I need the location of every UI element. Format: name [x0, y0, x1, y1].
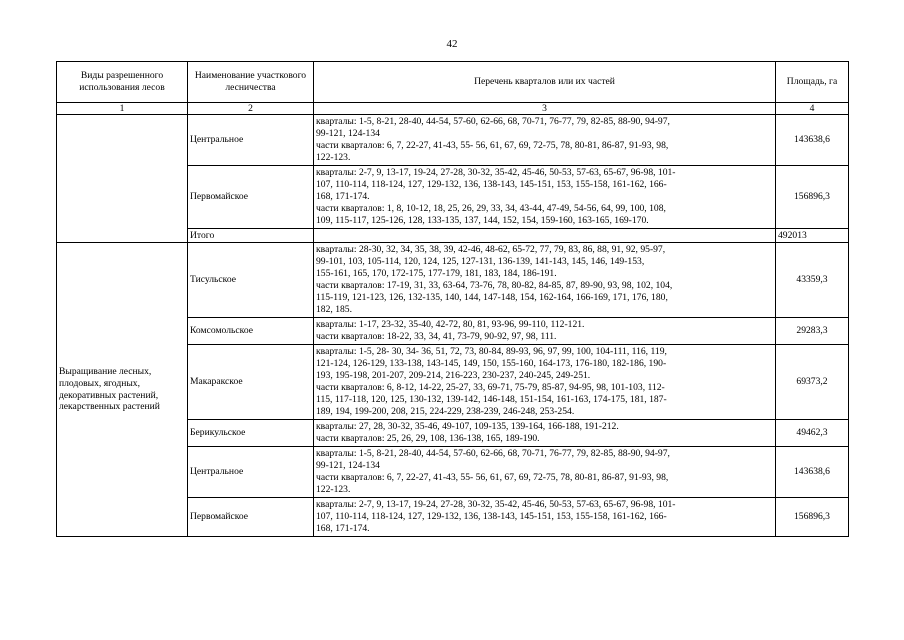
quarters-line: 107, 110-114, 118-124, 127, 129-132, 136, 138-143, 145-151, 153, 155-158, 161-162, 166- [316, 179, 667, 191]
quarters-list [314, 498, 776, 537]
quarters-line: части кварталов: 17-19, 31, 33, 63-64, 73-76, 78, 80-82, 84-85, 87, 89-90, 93, 98, 102, 104, [316, 280, 673, 291]
quarters-list [314, 166, 776, 229]
forestry-name: Комсомольское [188, 318, 314, 345]
area-value: 156896,3 [776, 498, 849, 537]
quarters-line: части кварталов: 1, 8, 10-12, 18, 25, 26, 29, 33, 34, 43-44, 47-49, 54-56, 64, 99, 100, 108, [316, 202, 666, 214]
quarters-line: 182, 185. [316, 303, 352, 315]
quarters-line: 155-161, 165, 170, 172-175, 177-179, 181, 183, 184, 186-191. [316, 268, 557, 280]
area-value: 143638,6 [776, 447, 849, 498]
area-value: 29283,3 [776, 318, 849, 345]
quarters-list [314, 318, 776, 345]
area-value: 156896,3 [776, 166, 849, 229]
forestry-name: Центральное [188, 115, 314, 166]
quarters-line: 168, 171-174. [316, 522, 370, 534]
quarters-line: 109, 115-117, 125-126, 128, 133-135, 137, 144, 152, 154, 159-160, 163-165, 169-170. [316, 214, 649, 226]
area-value: 49462,3 [776, 420, 849, 447]
quarters-line: части кварталов: 6, 8-12, 14-22, 25-27, 33, 69-71, 75-79, 85-87, 94-95, 98, 101-103, 112- [316, 382, 665, 393]
forestry-name: Берикульское [188, 420, 314, 447]
quarters-line: 189, 194, 199-200, 208, 215, 224-229, 238-239, 246-248, 253-254. [316, 405, 575, 417]
forestry-name: Первомайское [188, 498, 314, 537]
quarters-line: 122-123. [316, 483, 351, 495]
total-empty-cell [314, 229, 776, 243]
quarters-list [314, 115, 776, 166]
quarters-line: 115-119, 121-123, 126, 132-135, 140, 144, 147-148, 154, 162-164, 166-169, 171, 176, 180, [316, 291, 668, 303]
quarters-list [314, 243, 776, 318]
quarters-line: части кварталов: 25, 26, 29, 108, 136-138, 165, 189-190. [316, 433, 540, 444]
table-row [57, 243, 849, 318]
area-value: 143638,6 [776, 115, 849, 166]
page-number: 42 [446, 38, 458, 50]
column-number-row [57, 103, 849, 115]
quarters-line: кварталы: 1-5, 8-21, 28-40, 44-54, 57-60, 62-66, 68, 70-71, 76-77, 79, 82-85, 88-90, 94-97, [316, 116, 670, 128]
forest-quarters-table [56, 61, 849, 537]
column-number: 2 [188, 103, 314, 115]
quarters-line: части кварталов: 6, 7, 22-27, 41-43, 55- 56, 61, 67, 69, 72-75, 78, 80-81, 86-87, 91-93, 98, [316, 472, 669, 483]
quarters-line: кварталы: 1-5, 28- 30, 34- 36, 51, 72, 73, 80-84, 89-93, 96, 97, 99, 100, 104-111, 116, 119, [316, 346, 667, 358]
total-label: Итого [188, 229, 314, 243]
quarters-line: кварталы: 27, 28, 30-32, 35-46, 49-107, 109-135, 139-164, 166-188, 191-212. [316, 421, 619, 433]
forestry-name: Макаракское [188, 345, 314, 420]
header-use-type: Виды разрешенного использования лесов [57, 62, 188, 103]
forestry-name: Первомайское [188, 166, 314, 229]
column-number: 1 [57, 103, 188, 115]
forestry-name: Центральное [188, 447, 314, 498]
quarters-line: 122-123. [316, 151, 351, 163]
quarters-line: 99-101, 103, 105-114, 120, 124, 125, 127-131, 136-139, 141-143, 145, 146, 149-153, [316, 256, 645, 268]
quarters-line: части кварталов: 18-22, 33, 34, 41, 73-79, 90-92, 97, 98, 111. [316, 331, 557, 342]
quarters-list [314, 345, 776, 420]
use-type-cell [57, 115, 188, 243]
area-value: 69373,2 [776, 345, 849, 420]
quarters-line: 107, 110-114, 118-124, 127, 129-132, 136, 138-143, 145-151, 153, 155-158, 161-162, 166- [316, 511, 667, 523]
quarters-line: 121-124, 126-129, 133-138, 143-145, 149, 150, 155-160, 164-173, 176-180, 182-186, 190- [316, 358, 667, 370]
quarters-line: 99-121, 124-134 [316, 460, 380, 472]
quarters-line: 99-121, 124-134 [316, 128, 380, 140]
quarters-line: 115, 117-118, 120, 125, 130-132, 139-142, 146-148, 151-154, 161-163, 174-175, 181, 187- [316, 393, 667, 405]
column-number: 3 [314, 103, 776, 115]
forestry-name: Тисульское [188, 243, 314, 318]
quarters-line: части кварталов: 6, 7, 22-27, 41-43, 55- 56, 61, 67, 69, 72-75, 78, 80-81, 86-87, 91-93, 98, [316, 140, 669, 151]
quarters-line: кварталы: 28-30, 32, 34, 35, 38, 39, 42-46, 48-62, 65-72, 77, 79, 83, 86, 88, 91, 92, 95-97, [316, 244, 666, 256]
table-row [57, 115, 849, 166]
quarters-line: кварталы: 2-7, 9, 13-17, 19-24, 27-28, 30-32, 35-42, 45-46, 50-53, 57-63, 65-67, 96-98, 101- [316, 499, 676, 511]
quarters-line: кварталы: 2-7, 9, 13-17, 19-24, 27-28, 30-32, 35-42, 45-46, 50-53, 57-63, 65-67, 96-98, 101- [316, 167, 676, 179]
quarters-list [314, 420, 776, 447]
column-number: 4 [776, 103, 849, 115]
header-quarters-list: Перечень кварталов или их частей [314, 62, 776, 103]
quarters-line: кварталы: 1-17, 23-32, 35-40, 42-72, 80, 81, 93-96, 99-110, 112-121. [316, 319, 585, 331]
header-forestry-name: Наименование участкового лесничества [188, 62, 314, 103]
header-area: Площадь, га [776, 62, 849, 103]
quarters-line: 168, 171-174. [316, 191, 370, 203]
area-value: 43359,3 [776, 243, 849, 318]
table-header-row [57, 62, 849, 103]
quarters-list [314, 447, 776, 498]
total-value: 492013 [776, 229, 849, 243]
quarters-line: 193, 195-198, 201-207, 209-214, 216-223, 230-237, 240-245, 249-251. [316, 370, 591, 382]
use-type-cell: Выращивание лесных, плодовых, ягодных, декоративных растений, лекарственных растений [57, 243, 188, 537]
quarters-line: кварталы: 1-5, 8-21, 28-40, 44-54, 57-60, 62-66, 68, 70-71, 76-77, 79, 82-85, 88-90, 94-97, [316, 448, 670, 460]
